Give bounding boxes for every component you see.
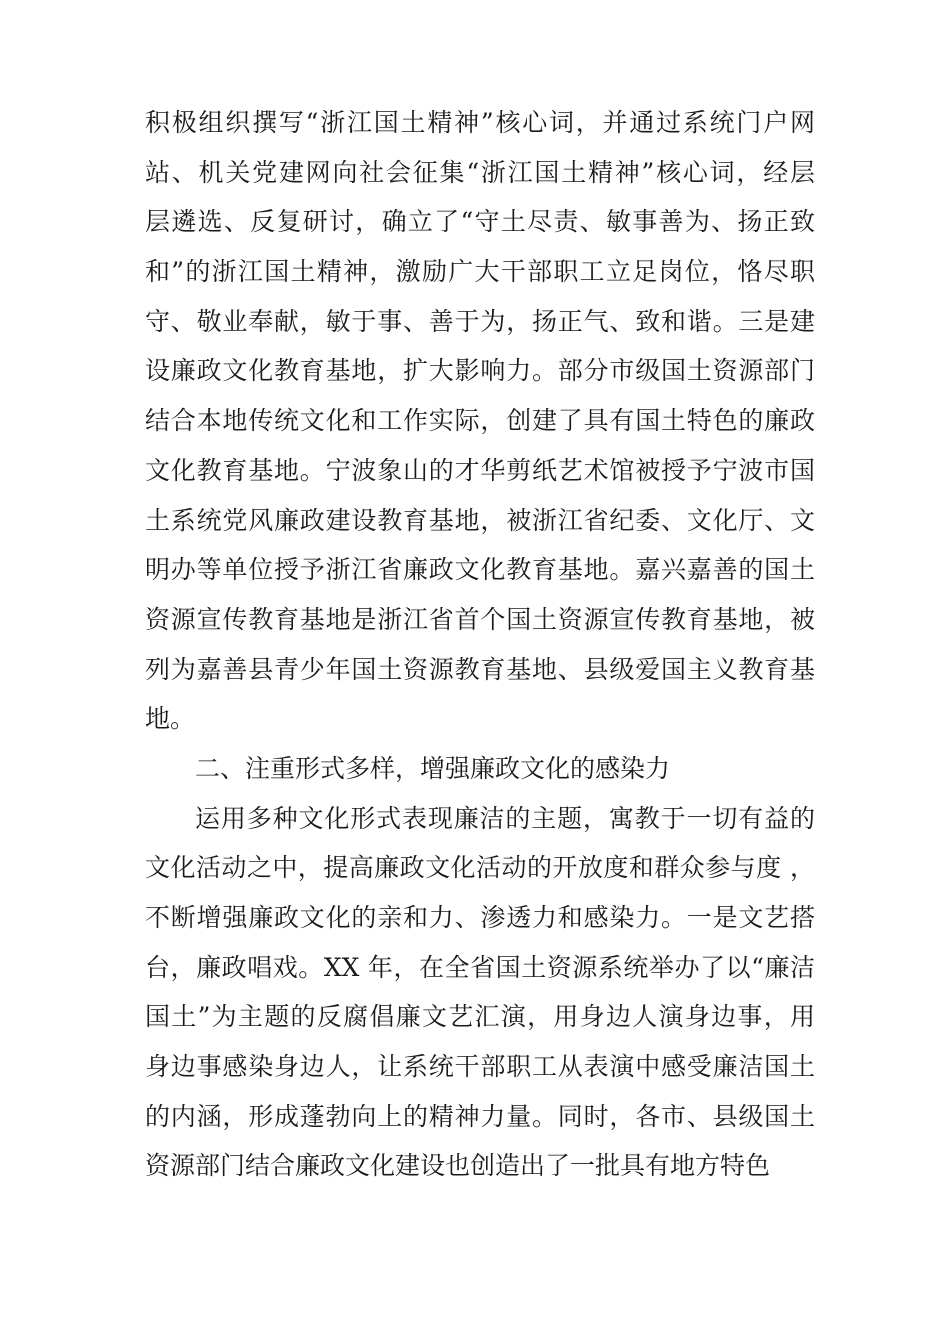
paragraph-2-line: 身边事感染身边人，让系统干部职工从表演中感受廉洁国土 — [145, 1052, 815, 1082]
paragraph-1-line: 资源宣传教育基地是浙江省首个国土资源宣传教育基地，被 — [145, 604, 815, 634]
paragraph-2-line: 台，廉政唱戏。XX 年，在全省国土资源系统举办了以“廉洁 — [145, 952, 815, 982]
paragraph-1-line: 设廉政文化教育基地，扩大影响力。部分市级国土资源部门 — [145, 356, 815, 386]
paragraph-1-last-line: 地。 — [145, 704, 196, 734]
paragraph-1-line: 和”的浙江国土精神，激励广大干部职工立足岗位，恪尽职 — [145, 257, 815, 287]
paragraph-2-first-line: 运用多种文化形式表现廉洁的主题，寓教于一切有益的 — [195, 803, 815, 833]
paragraph-2-line: 的内涵，形成蓬勃向上的精神力量。同时，各市、县级国土 — [145, 1101, 815, 1131]
paragraph-1-line: 结合本地传统文化和工作实际，创建了具有国土特色的廉政 — [145, 406, 815, 436]
paragraph-1-line: 明办等单位授予浙江省廉政文化教育基地。嘉兴嘉善的国土 — [145, 555, 815, 585]
paragraph-1-line: 土系统党风廉政建设教育基地，被浙江省纪委、文化厅、文 — [145, 505, 815, 535]
paragraph-1-line: 守、敬业奉献，敏于事、善于为，扬正气、致和谐。三是建 — [145, 306, 815, 336]
paragraph-2-line: 不断增强廉政文化的亲和力、渗透力和感染力。一是文艺搭 — [145, 903, 815, 932]
paragraph-2-line: 资源部门结合廉政文化建设也创造出了一批具有地方特色 — [145, 1151, 771, 1181]
paragraph-1-line: 积极组织撰写“浙江国土精神”核心词，并通过系统门户网 — [145, 108, 815, 137]
section-heading: 二、注重形式多样，增强廉政文化的感染力 — [195, 753, 671, 783]
paragraph-1-line: 层遴选、反复研讨，确立了“守土尽责、敏事善为、扬正致 — [145, 207, 815, 237]
paragraph-1-line: 列为嘉善县青少年国土资源教育基地、县级爱国主义教育基 — [145, 654, 815, 684]
paragraph-1-line: 文化教育基地。宁波象山的才华剪纸艺术馆被授予宁波市国 — [145, 455, 815, 485]
document-body — [145, 98, 815, 1191]
paragraph-1-line: 站、机关党建网向社会征集“浙江国土精神”核心词，经层 — [145, 157, 815, 187]
paragraph-2-line: 国土”为主题的反腐倡廉文艺汇演，用身边人演身边事，用 — [145, 1002, 815, 1032]
paragraph-2-line: 文化活动之中，提高廉政文化活动的开放度和群众参与度 ， — [145, 853, 815, 883]
